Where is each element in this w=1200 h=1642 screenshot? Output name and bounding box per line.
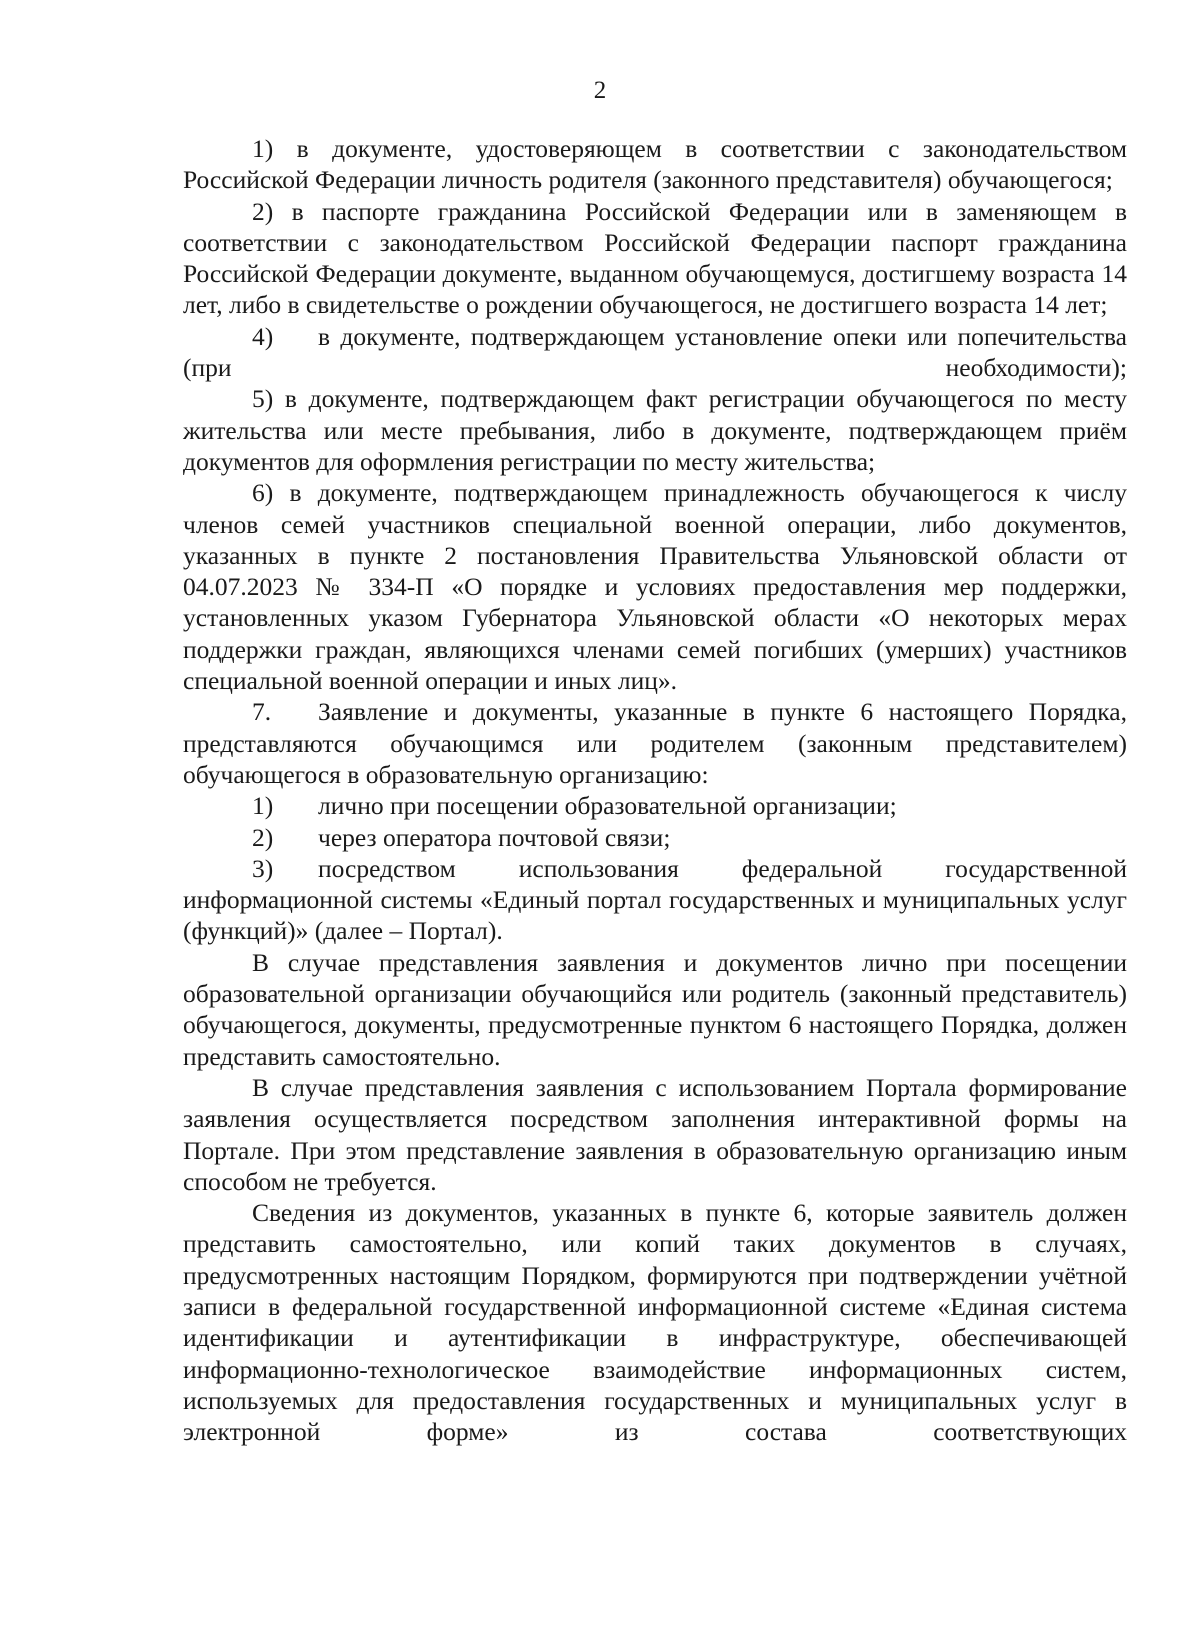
list-item-6: 6) в документе, подтверждающем принадлежность обучающегося к числу членов семей участников специальной военной операции, либо документов, указанных в пункте 2 постановления Правительства Ульяновской области от 04.07.2023 № 334-П «О порядке и условиях предоставления мер поддержки, установленных указом Губернатора Ульяновской области «О некоторых мерах поддержки граждан, являющихся членами семей погибших (умерших) участников специальной военной операции и иных лиц». — [183, 478, 1127, 696]
list-item-5: 5) в документе, подтверждающем факт регистрации обучающегося по месту жительства или месте пребывания, либо в документе, подтверждающем приём документов для оформления регистрации по месту жительства; — [183, 384, 1127, 476]
clause-7 — [183, 696, 1127, 790]
list-item-1: 1) в документе, удостоверяющем в соответствии с законодательством Российской Федерации личность родителя (законного представителя) обучающегося; — [183, 134, 1127, 195]
method-item-2 — [183, 822, 1127, 853]
paragraph-in-person: В случае представления заявления и документов лично при посещении образовательной организации обучающийся или родитель (законный представитель) обучающегося, документы, предусмотренные пунктом 6 настоящего Порядка, должен представить самостоятельно. — [183, 947, 1127, 1071]
method-item-1 — [183, 790, 1127, 821]
item-label: 1) — [252, 791, 274, 821]
item-text: лично при посещении образовательной организации; — [318, 791, 897, 821]
list-item-2: 2) в паспорте гражданина Российской Федерации или в заменяющем в соответствии с законодательством Российской Федерации паспорт гражданина Российской Федерации документе, выданном обучающемуся, достигшему возраста 14 лет, либо в свидетельстве о рождении обучающегося, не достигшего возраста 14 лет; — [183, 196, 1127, 320]
clause-label: 7. — [252, 697, 272, 727]
paragraph-portal: В случае представления заявления с использованием Портала формирование заявления осуществляется посредством заполнения интерактивной формы на Портале. При этом представление заявления в образовательную организацию иным способом не требуется. — [183, 1072, 1127, 1196]
method-item-3 — [183, 853, 1127, 947]
clause-text: Заявление и документы, указанные в пункте 6 настоящего Порядка, представляются обучающимся или родителем (законным представителем) обучающегося в образовательную организацию: — [183, 697, 1127, 789]
paragraph-information: Сведения из документов, указанных в пункте 6, которые заявитель должен представить самостоятельно, или копий таких документов в случаях, предусмотренных настоящим Порядком, формируются при подтверждении учётной записи в федеральной государственной информационной системе «Единая система идентификации и аутентификации в инфраструктуре, обеспечивающей информационно-технологическое взаимодействие информационных систем, используемых для предоставления государственных и муниципальных услуг в электронной форме» из состава соответствующих — [183, 1198, 1127, 1447]
document-body — [183, 133, 1127, 1447]
item-label: 2) — [252, 822, 274, 852]
list-item-4 — [183, 321, 1127, 384]
item-text: посредством использования федеральной государственной информационной системы «Единый портал государственных и муниципальных услуг (функций)» (далее – Портал). — [183, 853, 1127, 946]
item-text: через оператора почтовой связи; — [318, 822, 671, 852]
item-text: в документе, подтверждающем установление опеки или попечительства (при необходимости); — [183, 321, 1127, 383]
item-label: 4) — [252, 321, 274, 351]
page-number: 2 — [593, 77, 607, 104]
item-label: 3) — [252, 853, 274, 883]
